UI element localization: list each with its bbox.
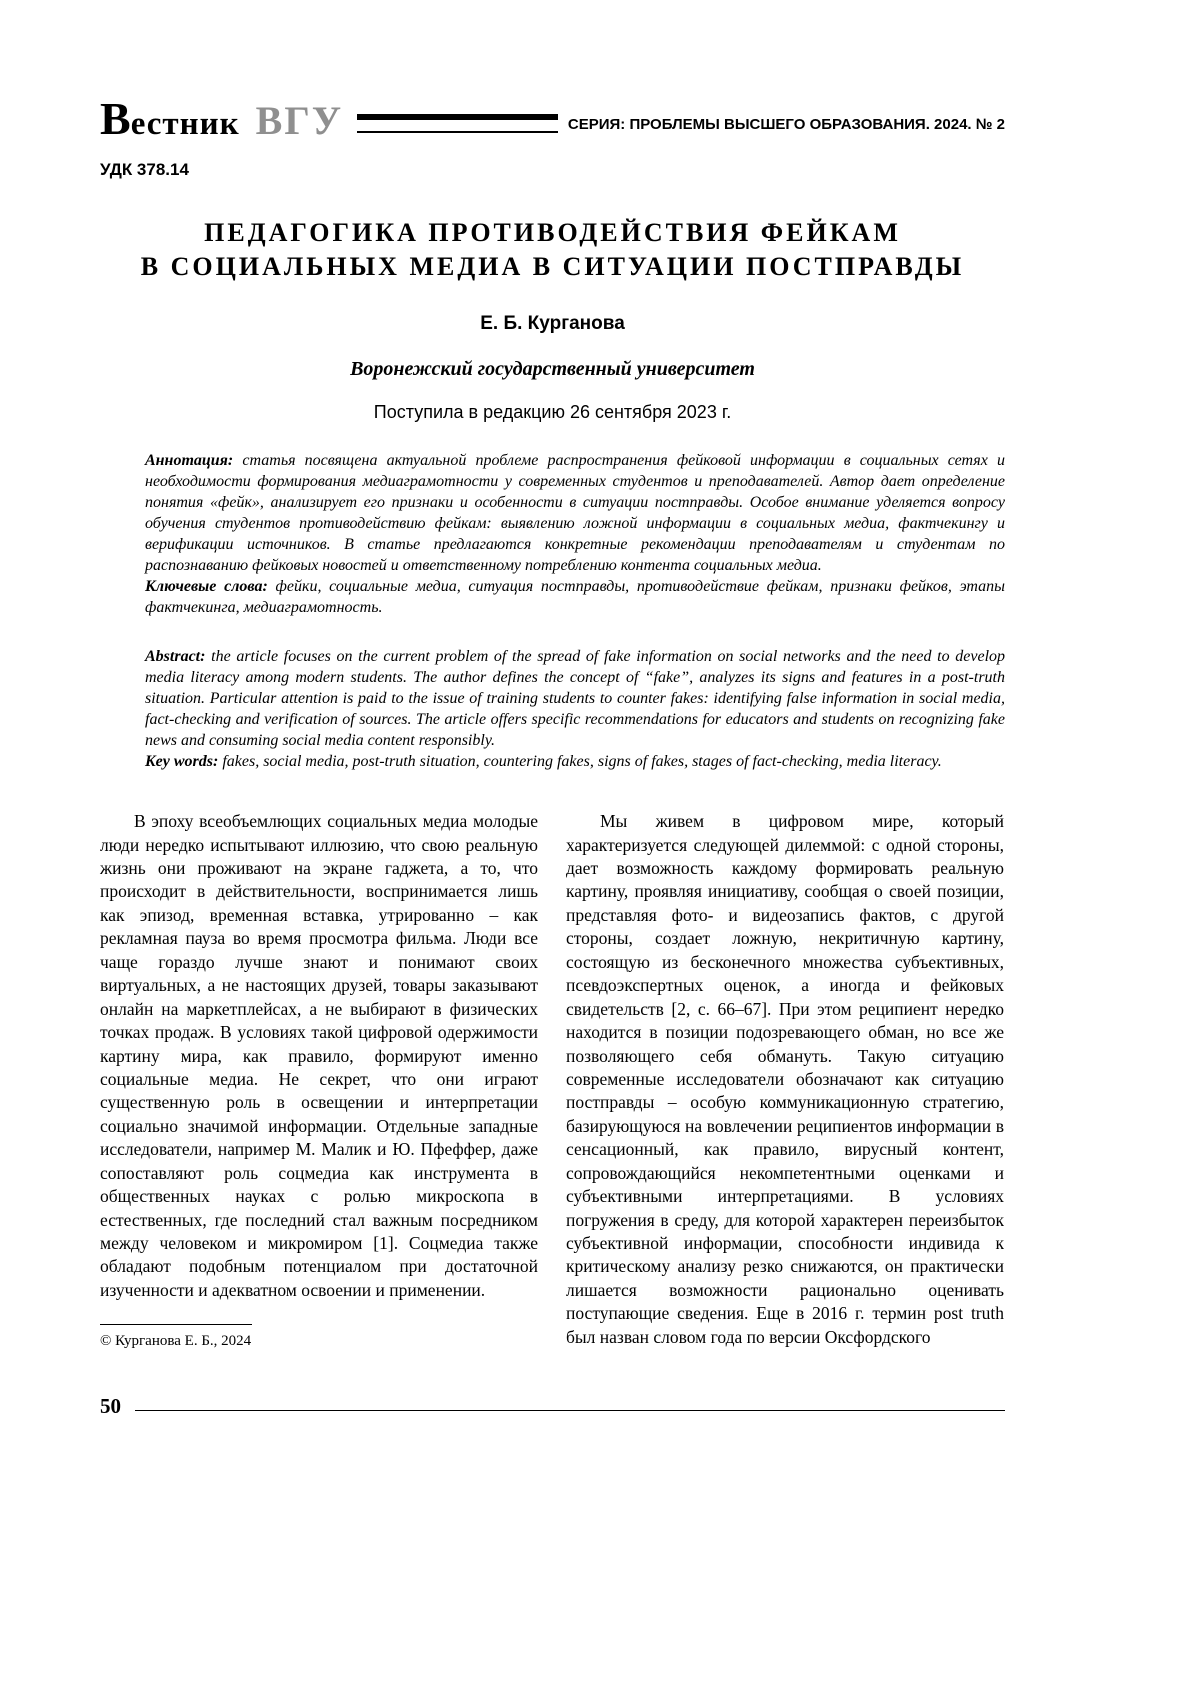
series-title: СЕРИЯ: ПРОБЛЕМЫ ВЫСШЕГО ОБРАЗОВАНИЯ. 2024. № 2 bbox=[567, 116, 1005, 133]
article-author: Е. Б. Курганова bbox=[480, 312, 625, 334]
keywords-en-text: fakes, social media, post-truth situation, countering fakes, signs of fakes, stages of fact-checking, media literacy. bbox=[222, 753, 942, 771]
footer-rule bbox=[135, 1410, 1005, 1411]
abstract-en-text: the article focuses on the current problem of the spread of fake information on social networks and the need to develop media literacy among modern students. The author defines the concept of “fake”, analyzes its signs and features in a post-truth situation. Particular attention is paid to the issue of training students to counter fakes: identifying false information in social media, fact-checking and verification of sources. The article offers specific recommendations for educators and students on recognizing fake news and consuming social media content responsibly. bbox=[145, 647, 1006, 749]
abstract-en-paragraph bbox=[145, 646, 1005, 752]
annotation-paragraph bbox=[145, 450, 1005, 577]
journal-header bbox=[100, 93, 1005, 144]
article-title-line1: ПЕДАГОГИКА ПРОТИВОДЕЙСТВИЯ ФЕЙКАМ bbox=[204, 218, 901, 247]
page-footer bbox=[100, 1394, 1005, 1419]
received-date: Поступила в редакцию 26 сентября 2023 г. bbox=[373, 401, 732, 422]
annotation-block-ru bbox=[145, 450, 1005, 619]
page-content bbox=[100, 0, 1005, 1419]
footnote-rule bbox=[100, 1324, 252, 1325]
journal-logo-name: естник bbox=[130, 106, 240, 142]
body-paragraph-left: В эпоху всеобъемлющих социальных медиа молодые люди нередко испытывают иллюзию, что свою реальную жизнь они проживают на экране гаджета, а то, что происходит в действительности, воспринимается лишь как эпизод, временная вставка, утрированно – как рекламная пауза во время просмотра фильма. Люди все чаще гораздо лучше знают и понимают своих виртуальных, а не настоящих друзей, товары заказывают онлайн на маркетплейсах, а не выбирают в физических точках продаж. В условиях такой цифровой одержимости картину мира, как правило, формируют именно социальные медиа. Не секрет, что они играют существенную роль в освещении и интерпретации социально значимой информации. Отдельные западные исследователи, например М. Малик и Ю. Пфеффер, даже сопоставляют роль соцмедиа как инструмента в общественных науках с ролью микроскопа в естественных, где последний стал важным посредником между человеком и микромиром [1]. Соцмедиа также обладают подобным потенциалом при достаточной изученности и адекватном освоении и применении. bbox=[100, 811, 538, 1300]
article-body bbox=[100, 810, 1005, 1350]
keywords-ru-text: фейки, социальные медиа, ситуация постправды, противодействие фейкам, признаки фейков, этапы фактчекинга, медиаграмотность. bbox=[145, 578, 1006, 617]
keywords-en-label: Key words: bbox=[145, 753, 219, 771]
journal-logo bbox=[100, 93, 344, 144]
keywords-en-paragraph bbox=[145, 751, 1005, 772]
body-paragraph-right: Мы живем в цифровом мире, который характеризуется следующей дилеммой: с одной стороны, дает возможность каждому формировать реальную картину, проявляя инициативу, сообщая о своей позиции, представляя фото- и видеозапись фактов, с другой стороны, создает ложную, некритичную картину, состоящую из бесконечного множества субъективных, псевдоэкспертных оценок, а иногда и фейковых свидетельств [2, с. 66–67]. При этом реципиент нередко находится в позиции подозревающего обман, но все же позволяющего себя обмануть. Такую ситуацию современные исследователи обозначают как ситуацию постправды – особую коммуникационную стратегию, базирующуюся на вовлечении реципиентов информации в сенсационный, как правило, вирусный контент, сопровождающийся некомпетентными оценками и субъективными интерпретациями. В условиях погружения в среду, для которой характерен переизбыток субъективной информации, способности индивида к критическому анализу резко снижаются, он практически лишается возможности рационально оценивать поступающие сведения. Еще в 2016 г. термин post truth был назван словом года по версии Оксфордского bbox=[566, 811, 1004, 1347]
copyright-text: © Курганова Е. Б., 2024 bbox=[100, 1333, 252, 1350]
article-affiliation: Воронежский государственный университет bbox=[350, 357, 755, 380]
annotation-text: статья посвящена актуальной проблеме распространения фейковой информации в социальных сетях и необходимости формирования медиаграмотности у современных студентов и преподавателей. Автор дает определение понятия «фейк», анализирует его признаки и особенности в ситуации постправды. Особое внимание уделяется вопросу обучения студентов противодействию фейкам: выявлению ложной информации в социальных медиа, фактчекингу и верификации источников. В статье предлагаются конкретные рекомендации преподавателям и студентам по распознаванию фейковых новостей и ответственному потреблению контента социальных медиа. bbox=[145, 451, 1006, 575]
udk-code: УДК 378.14 bbox=[100, 160, 189, 179]
journal-logo-initial: В bbox=[100, 93, 131, 144]
journal-logo-abbr: ВГУ bbox=[255, 98, 344, 143]
abstract-block-en bbox=[145, 646, 1005, 773]
header-rule bbox=[357, 114, 558, 133]
body-column-left bbox=[100, 810, 538, 1350]
annotation-label: Аннотация: bbox=[145, 451, 234, 469]
keywords-ru-label: Ключевые слова: bbox=[145, 578, 268, 596]
article-title-line2: В СОЦИАЛЬНЫХ МЕДИА В СИТУАЦИИ ПОСТПРАВДЫ bbox=[140, 252, 965, 282]
page-number: 50 bbox=[100, 1394, 121, 1419]
copyright-footnote bbox=[100, 1324, 538, 1350]
body-column-right bbox=[566, 810, 1004, 1350]
article-title bbox=[100, 216, 1005, 285]
keywords-ru-paragraph bbox=[145, 576, 1005, 618]
abstract-en-label: Abstract: bbox=[145, 647, 206, 665]
